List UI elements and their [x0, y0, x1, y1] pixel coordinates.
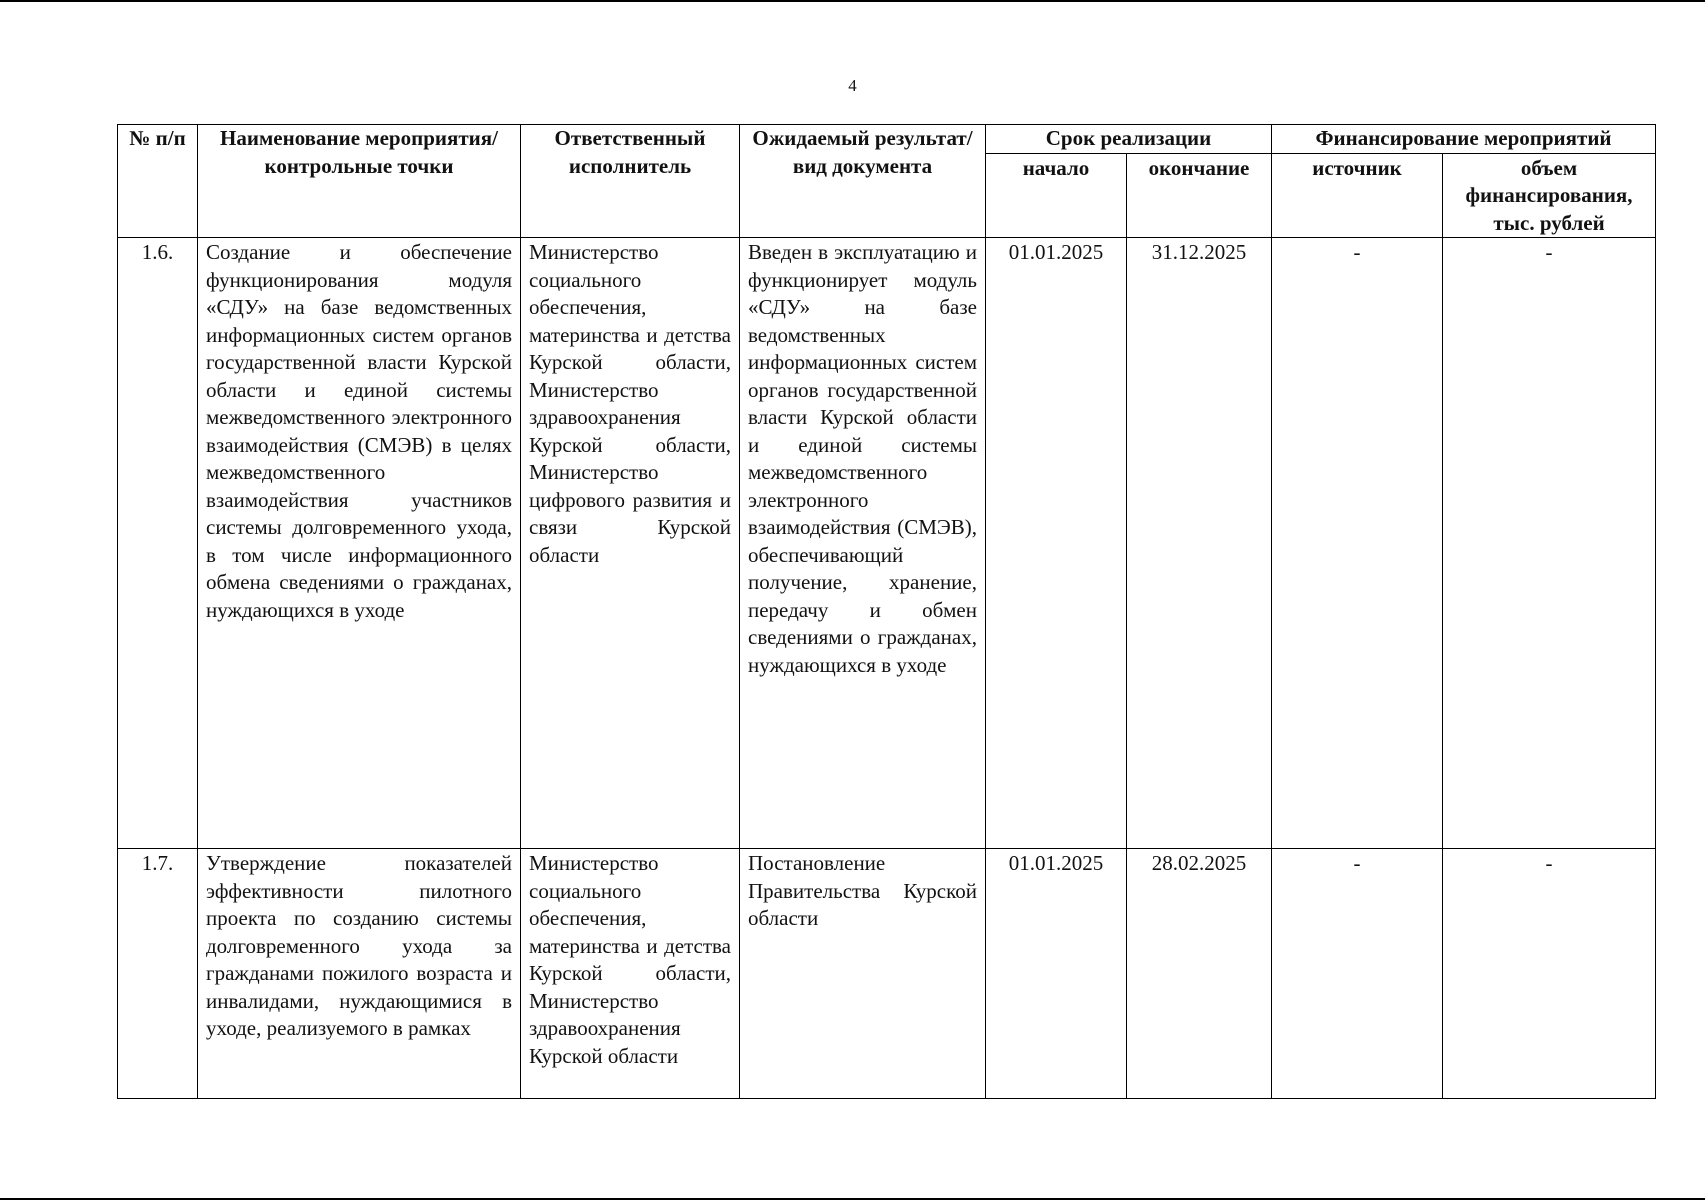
header-period: Срок реализации: [986, 125, 1272, 154]
page-number: 4: [848, 76, 857, 95]
row-executor: Министерство социального обеспечения, материнства и детства Курской области, Министерство здравоохранения Курской области: [521, 849, 740, 1099]
row-source: -: [1272, 238, 1443, 849]
row-volume: -: [1443, 849, 1656, 1099]
header-financing: Финансирование мероприятий: [1272, 125, 1656, 154]
header-period-end: окончание: [1127, 153, 1272, 238]
header-row-1: [118, 125, 1656, 154]
row-executor: Министерство социального обеспечения, материнства и детства Курской области, Министерство здравоохранения Курской области, Министерство цифрового развития и связи Курской области: [521, 238, 740, 849]
row-num: 1.7.: [118, 849, 198, 1099]
row-end-date: 28.02.2025: [1127, 849, 1272, 1099]
table-row: [118, 238, 1656, 849]
row-num: 1.6.: [118, 238, 198, 849]
row-expected-result: Постановление Правительства Курской области: [740, 849, 986, 1099]
row-activity-name: Создание и обеспечение функционирования модуля «СДУ» на базе ведомственных информационных систем органов государственной власти Курской области и единой системы межведомственного электронного взаимодействия (СМЭВ) в целях межведомственного взаимодействия участников системы долговременного ухода, в том числе информационного обмена сведениями о гражданах, нуждающихся в уходе: [198, 238, 521, 849]
row-end-date: 31.12.2025: [1127, 238, 1272, 849]
table-row: [118, 849, 1656, 1099]
header-num: № п/п: [118, 125, 198, 238]
row-expected-result: Введен в эксплуатацию и функционирует модуль «СДУ» на базе ведомственных информационных систем органов государственной власти Курской области и единой системы межведомственного электронного взаимодействия (СМЭВ), обеспечивающий получение, хранение, передачу и обмен сведениями о гражданах, нуждающихся в уходе: [740, 238, 986, 849]
row-start-date: 01.01.2025: [986, 849, 1127, 1099]
header-source: источник: [1272, 153, 1443, 238]
activities-table: [117, 124, 1656, 1099]
header-result: Ожидаемый результат/вид документа: [740, 125, 986, 238]
header-name: Наименование мероприятия/контрольные точки: [198, 125, 521, 238]
header-period-start: начало: [986, 153, 1127, 238]
header-executor: Ответственный исполнитель: [521, 125, 740, 238]
row-start-date: 01.01.2025: [986, 238, 1127, 849]
row-activity-name: Утверждение показателей эффективности пилотного проекта по созданию системы долговременного ухода за гражданами пожилого возраста и инвалидами, нуждающимися в уходе, реализуемого в рамках: [198, 849, 521, 1099]
row-source: -: [1272, 849, 1443, 1099]
header-volume: объем финансирования, тыс. рублей: [1443, 153, 1656, 238]
row-volume: -: [1443, 238, 1656, 849]
